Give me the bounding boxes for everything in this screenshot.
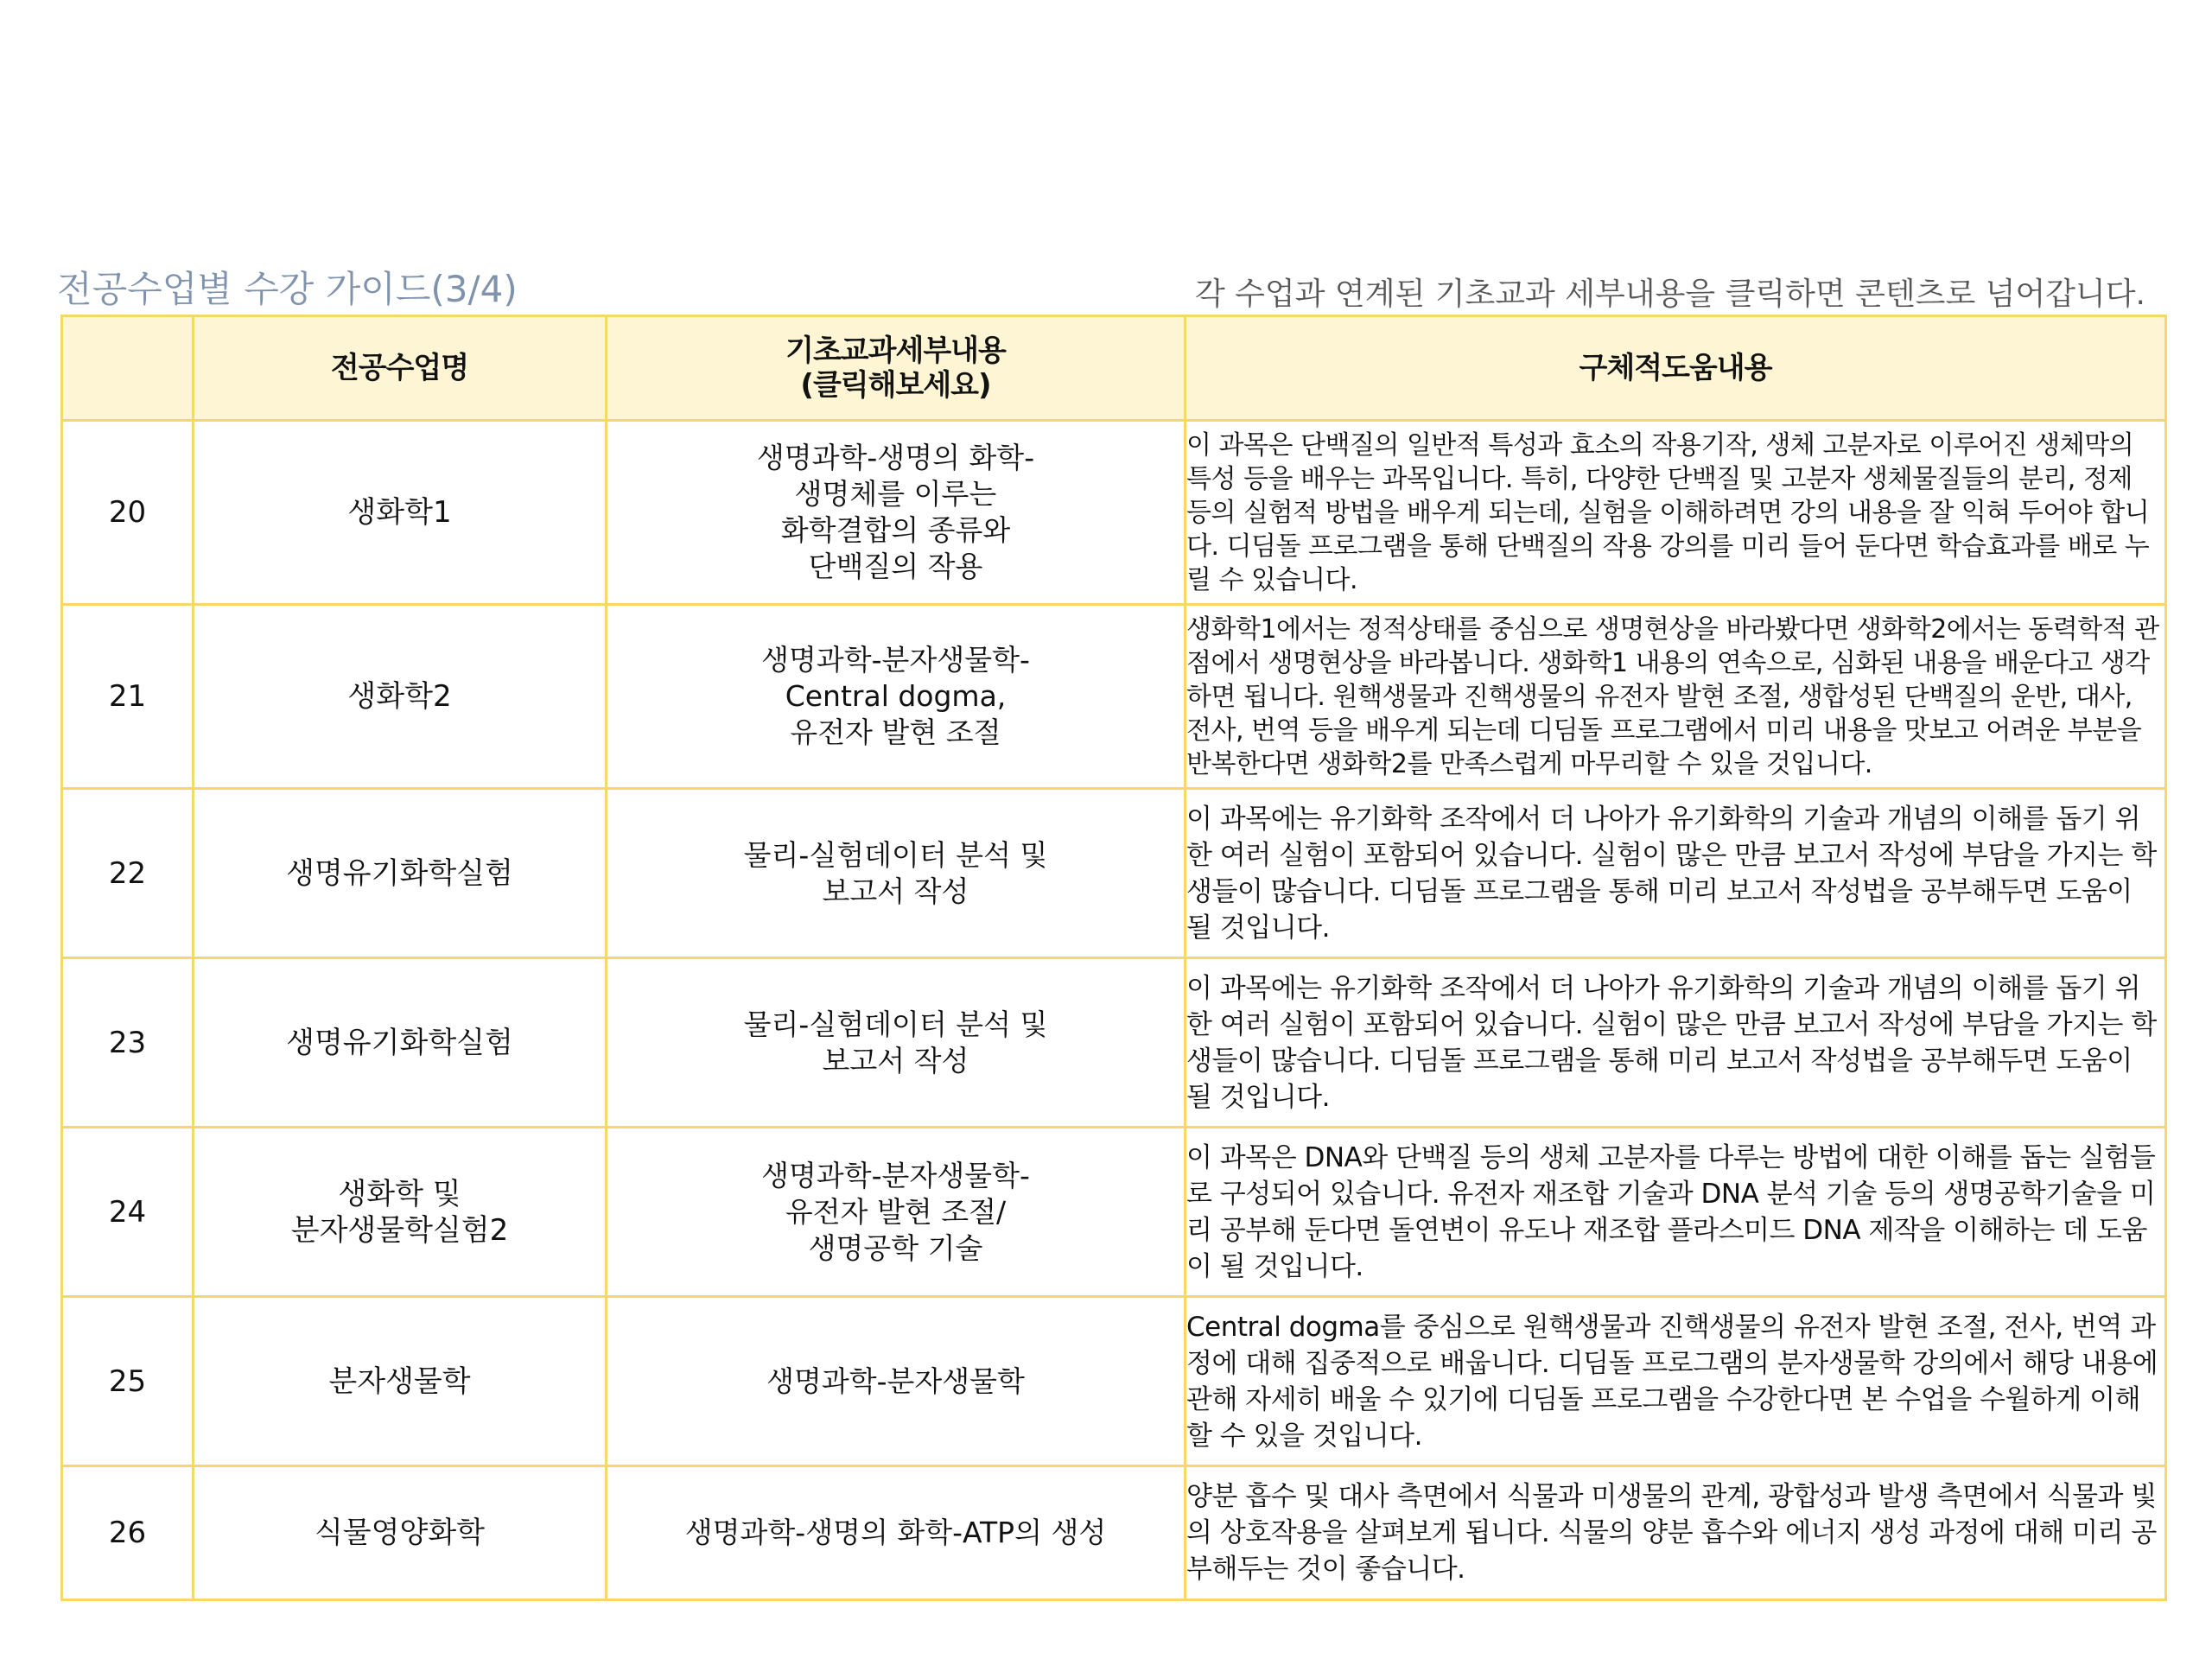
basic-content-line: 유전자 발현 조절 [790, 715, 1001, 749]
table-header-row [62, 316, 2166, 421]
table-row [62, 958, 2166, 1128]
basic-content-line: 생명과학-생명의 화학-ATP의 생성 [684, 1516, 1107, 1549]
detail-description: 생화학1에서는 정적상태를 중심으로 생명현상을 바라봤다면 생화학2에서는 동력학적 관점에서 생명현상을 바라봅니다. 생화학1 내용의 연속으로, 심화된 내용을 배운다고 생각하면 됩니다. 원핵생물과 진핵생물의 유전자 발현 조절, 생합성된 단백질의 운반, 대사, 전사, 번역 등을 배우게 되는데 디딤돌 프로그램에서 미리 내용을 맛보고 어려운 부분을 반복한다면 생화학2를 만족스럽게 마무리할 수 있을 것입니다. [1185, 605, 2166, 789]
course-guide-table [60, 315, 2167, 1601]
row-number: 20 [62, 421, 194, 605]
course-name [194, 789, 607, 958]
basic-content-line: 생명공학 기술 [808, 1230, 983, 1265]
course-name-line: 생명유기화학실험 [286, 1025, 513, 1060]
header-basic-line2: (클릭해보세요) [800, 368, 991, 403]
header-basic-content [607, 316, 1185, 421]
course-name [194, 421, 607, 605]
page-title: 전공수업별 수강 가이드(3/4) [57, 268, 518, 310]
detail-description: Central dogma를 중심으로 원핵생물과 진핵생물의 유전자 발현 조절, 전사, 번역 과정에 대해 집중적으로 배웁니다. 디딤돌 프로그램의 분자생물학 강의에서 해당 내용에 관해 자세히 배울 수 있기에 디딤돌 프로그램을 수강한다면 본 수업을 수월하게 이해할 수 있을 것입니다. [1185, 1297, 2166, 1466]
basic-content-link[interactable] [607, 1297, 1185, 1466]
header-number [62, 316, 194, 421]
table-row [62, 1466, 2166, 1600]
row-number: 21 [62, 605, 194, 789]
basic-content-line: 생명과학-분자생물학- [761, 643, 1030, 677]
row-number: 23 [62, 958, 194, 1128]
detail-description: 이 과목에는 유기화학 조작에서 더 나아가 유기화학의 기술과 개념의 이해를 돕기 위한 여러 실험이 포함되어 있습니다. 실험이 많은 만큼 보고서 작성에 부담을 가지는 학생들이 많습니다. 디딤돌 프로그램을 통해 미리 보고서 작성법을 공부해두면 도움이 될 것입니다. [1185, 958, 2166, 1128]
table-row [62, 1128, 2166, 1297]
course-name-line: 생화학 및 [338, 1176, 461, 1211]
course-name-line: 생화학2 [347, 679, 452, 714]
header-detail: 구체적도움내용 [1185, 316, 2166, 421]
basic-content-line: 생명과학-생명의 화학- [756, 441, 1035, 474]
basic-content-line: 생명체를 이루는 [794, 477, 997, 511]
table-row [62, 605, 2166, 789]
detail-description: 이 과목에는 유기화학 조작에서 더 나아가 유기화학의 기술과 개념의 이해를 돕기 위한 여러 실험이 포함되어 있습니다. 실험이 많은 만큼 보고서 작성에 부담을 가지는 학생들이 많습니다. 디딤돌 프로그램을 통해 미리 보고서 작성법을 공부해두면 도움이 될 것입니다. [1185, 789, 2166, 958]
row-number: 25 [62, 1297, 194, 1466]
basic-content-line: 물리-실험데이터 분석 및 [743, 837, 1048, 872]
course-name [194, 958, 607, 1128]
basic-content-line: Central dogma, [785, 679, 1007, 713]
detail-description: 이 과목은 단백질의 일반적 특성과 효소의 작용기작, 생체 고분자로 이루어진 생체막의 특성 등을 배우는 과목입니다. 특히, 다양한 단백질 및 고분자 생체물질들의 분리, 정제 등의 실험적 방법을 배우게 되는데, 실험을 이해하려면 강의 내용을 잘 익혀 두어야 합니다. 디딤돌 프로그램을 통해 단백질의 작용 강의를 미리 들어 둔다면 학습효과를 배로 누릴 수 있습니다. [1185, 421, 2166, 605]
header-course-name: 전공수업명 [194, 316, 607, 421]
basic-content-line: 유전자 발현 조절/ [785, 1194, 1007, 1229]
basic-content-link[interactable] [607, 958, 1185, 1128]
course-name-line: 분자생물학 [328, 1363, 471, 1399]
table-row [62, 1297, 2166, 1466]
header-basic-line1: 기초교과세부내용 [785, 334, 1006, 368]
basic-content-link[interactable] [607, 421, 1185, 605]
course-name [194, 1128, 607, 1297]
basic-content-line: 보고서 작성 [822, 1043, 969, 1077]
course-name-line: 분자생물학실험2 [290, 1212, 509, 1248]
course-name [194, 605, 607, 789]
row-number: 26 [62, 1466, 194, 1600]
basic-content-line: 보고서 작성 [822, 874, 969, 908]
course-name-line: 생명유기화학실험 [286, 855, 513, 891]
basic-content-link[interactable] [607, 1466, 1185, 1600]
basic-content-link[interactable] [607, 789, 1185, 958]
page-subtitle: 각 수업과 연계된 기초교과 세부내용을 클릭하면 콘텐츠로 넘어갑니다. [1194, 276, 2145, 312]
basic-content-link[interactable] [607, 605, 1185, 789]
course-name-line: 생화학1 [347, 495, 452, 530]
table-row [62, 421, 2166, 605]
basic-content-line: 생명과학-분자생물학 [766, 1363, 1025, 1398]
row-number: 24 [62, 1128, 194, 1297]
basic-content-line: 생명과학-분자생물학- [761, 1158, 1030, 1192]
course-name-line: 식물영양화학 [314, 1516, 486, 1550]
course-name [194, 1297, 607, 1466]
basic-content-line: 단백질의 작용 [808, 550, 983, 583]
basic-content-line: 물리-실험데이터 분석 및 [743, 1007, 1048, 1041]
course-name [194, 1466, 607, 1600]
basic-content-link[interactable] [607, 1128, 1185, 1297]
basic-content-line: 화학결합의 종류와 [780, 513, 1011, 547]
table-row [62, 789, 2166, 958]
detail-description: 이 과목은 DNA와 단백질 등의 생체 고분자를 다루는 방법에 대한 이해를 돕는 실험들로 구성되어 있습니다. 유전자 재조합 기술과 DNA 분석 기술 등의 생명공학기술을 미리 공부해 둔다면 돌연변이 유도나 재조합 플라스미드 DNA 제작을 이해하는 데 도움이 될 것입니다. [1185, 1128, 2166, 1297]
detail-description: 양분 흡수 및 대사 측면에서 식물과 미생물의 관계, 광합성과 발생 측면에서 식물과 빛의 상호작용을 살펴보게 됩니다. 식물의 양분 흡수와 에너지 생성 과정에 대해 미리 공부해두는 것이 좋습니다. [1185, 1466, 2166, 1600]
row-number: 22 [62, 789, 194, 958]
